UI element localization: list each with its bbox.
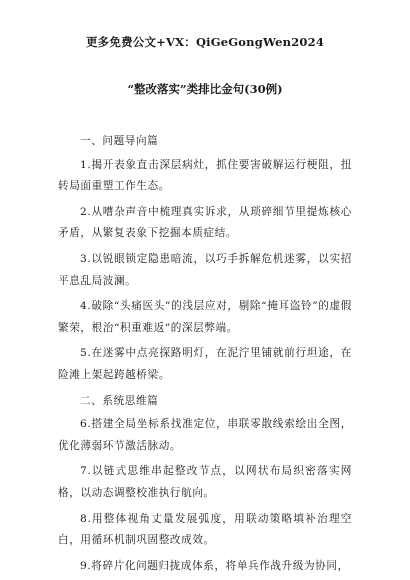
paragraph: 7.以链式思维串起整改节点，以网状布局织密落实网格，以动态调整校准执行航向。 (58, 465, 352, 499)
section-heading-system: 二、系统思维篇 (80, 394, 159, 407)
paragraph: 9.将碎片化问题归拢成体系，将单兵作战升级为协同， (80, 559, 349, 572)
page-header: 更多免费公文+VX：QiGeGongWen2024 (85, 35, 325, 49)
paragraph: 8.用整体视角丈量发展弧度，用联动策略填补治理空白，用循环机制巩固整改成效。 (58, 512, 352, 547)
paragraph: 1.揭开表象直击深层病灶，抓住要害破解运行梗阻，扭转局面重塑工作生态。 (58, 158, 352, 193)
section-heading-problem: 一、问题导向篇 (80, 135, 159, 147)
paragraph: 4.破除“头痛医头”的浅层应对，剔除“掩耳盗铃”的虚假繁荣，根治“积重难返”的深层弊端。 (58, 300, 352, 334)
paragraph: 2.从嘈杂声音中梳理真实诉求，从琐碎细节里提炼核心矛盾，从繁复表象下挖掘本质症结。 (58, 205, 352, 240)
document-body (58, 131, 352, 577)
paragraph: 6.搭建全局坐标系找准定位，串联零散线索绘出全图，优化薄弱环节激活脉动。 (58, 418, 352, 452)
paragraph: 5.在迷雾中点亮探路明灯，在泥泞里铺就前行坦途，在险滩上架起跨越桥梁。 (58, 347, 352, 381)
document-title: “整改落实”类排比金句(30例) (127, 82, 283, 96)
paragraph: 3.以锐眼锁定隐患暗流，以巧手拆解危机迷雾，以实招平息乱局波澜。 (58, 252, 352, 287)
